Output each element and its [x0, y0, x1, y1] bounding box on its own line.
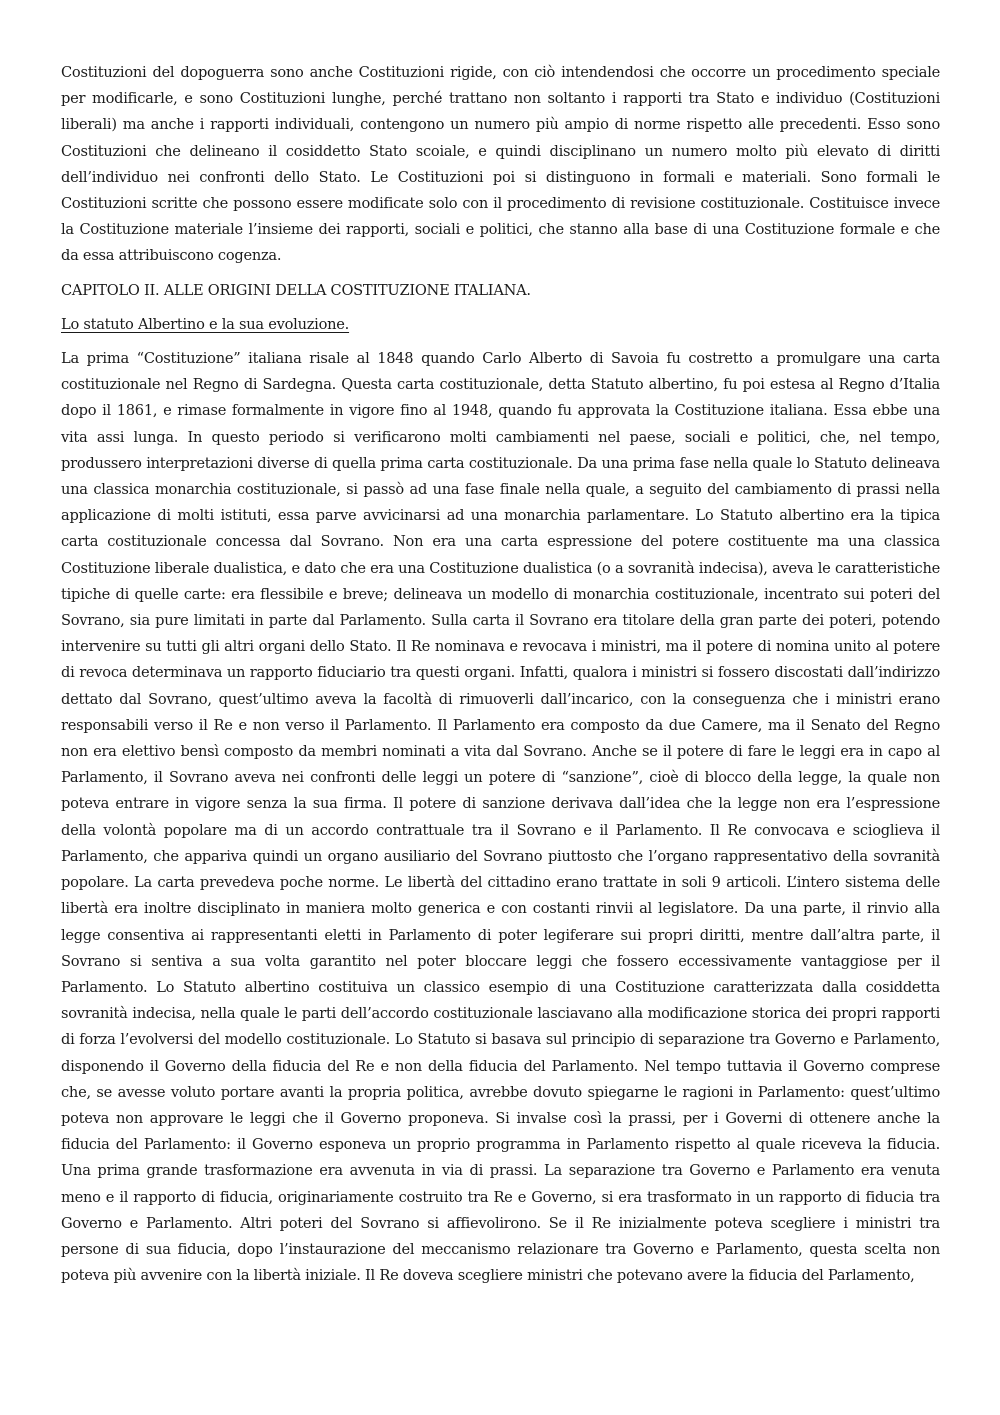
intro-paragraph: Costituzioni del dopoguerra sono anche Costituzioni rigide, con ciò intendendosi che occorre un procedimento speciale per modificarle, e sono Costituzioni lunghe, perché trattano non soltanto i rapporti tra Stato e individuo (Costituzioni liberali) ma anche i rapporti individuali, contengono un numero più ampio di norme rispetto alle precedenti. Esso sono Costituzioni che delineano il cosiddetto Stato scoiale, e quindi disciplinano un numero molto più elevato di diritti dell’individuo nei confronti dello Stato. Le Costituzioni poi si distinguono in formali e materiali. Sono formali le Costituzioni scritte che possono essere modificate solo con il procedimento di revisione costituzionale. Costituisce invece la Costituzione materiale l’insieme dei rapporti, sociali e politici, che stanno alla base di una Costituzione formale e che da essa attribuiscono cogenza.	[61, 64, 940, 265]
chapter-heading: CAPITOLO II. ALLE ORIGINI DELLA COSTITUZIONE ITALIANA.	[61, 281, 531, 299]
document-page	[61, 60, 940, 1289]
body-paragraph: La prima “Costituzione” italiana risale al 1848 quando Carlo Alberto di Savoia fu costretto a promulgare una carta costituzionale nel Regno di Sardegna. Questa carta costituzionale, detta Statuto albertino, fu poi estesa al Regno d’Italia dopo il 1861, e rimase formalmente in vigore fino al 1948, quando fu approvata la Costituzione italiana. Essa ebbe una vita assi lunga. In questo periodo si verificarono molti cambiamenti nel paese, sociali e politici, che, nel tempo, produssero interpretazioni diverse di quella prima carta costituzionale. Da una prima fase nella quale lo Statuto delineava una classica monarchia costituzionale, si passò ad una fase finale nella quale, a seguito del cambiamento di prassi nella applicazione di molti istituti, essa parve avvicinarsi ad una monarchia parlamentare. Lo Statuto albertino era la tipica carta costituzionale concessa dal Sovrano. Non era una carta espressione del potere costituente ma una classica Costituzione liberale dualistica, e dato che era una Costituzione dualistica (o a sovranità indecisa), aveva le caratteristiche tipiche di quelle carte: era flessibile e breve; delineava un modello di monarchia costituzionale, incentrato sui poteri del Sovrano, sia pure limitati in parte dal Parlamento. Sulla carta il Sovrano era titolare della gran parte dei poteri, potendo intervenire su tutti gli altri organi dello Stato. Il Re nominava e revocava i ministri, ma il potere di nomina unito al potere di revoca determinava un rapporto fiduciario tra questi organi. Infatti, qualora i ministri si fossero discostati dall’indirizzo dettato dal Sovrano, quest’ultimo aveva la facoltà di rimuoverli dall’incarico, con la conseguenza che i ministri erano responsabili verso il Re e non verso il Parlamento. Il Parlamento era composto da due Camere, ma il Senato del Regno non era elettivo bensì composto da membri nominati a vita dal Sovrano. Anche se il potere di fare le leggi era in capo al Parlamento, il Sovrano aveva nei confronti delle leggi un potere di “sanzione”, cioè di blocco della legge, la quale non poteva entrare in vigore senza la sua firma. Il potere di sanzione derivava dall’idea che la legge non era l’espressione della volontà popolare ma di un accordo contrattuale tra il Sovrano e il Parlamento. Il Re convocava e scioglieva il Parlamento, che appariva quindi un organo ausiliario del Sovrano piuttosto che l’organo rappresentativo della sovranità popolare. La carta prevedeva poche norme. Le libertà del cittadino erano trattate in soli 9 articoli. L’intero sistema delle libertà era inoltre disciplinato in maniera molto generica e con costanti rinvii al legislatore. Da una parte, il rinvio alla legge consentiva ai rappresentanti eletti in Parlamento di poter legiferare sui propri diritti, mentre dall’altra parte, il Sovrano si sentiva a sua volta garantito nel poter bloccare leggi che fossero eccessivamente vantaggiose per il Parlamento. Lo Statuto albertino costituiva un classico esempio di una Costituzione caratterizzata dalla cosiddetta sovranità indecisa, nella quale le parti dell’accordo costituzionale lasciavano alla modificazione storica dei propri rapporti di forza l’evolversi del modello costituzionale. Lo Statuto si basava sul principio di separazione tra Governo e Parlamento, disponendo il Governo della fiducia del Re e non della fiducia del Parlamento. Nel tempo tuttavia il Governo comprese che, se avesse voluto portare avanti la propria politica, avrebbe dovuto spiegarne le ragioni in Parlamento: quest’ultimo poteva non approvare le leggi che il Governo proponeva. Si invalse così la prassi, per i Governi di ottenere anche la fiducia del Parlamento: il Governo esponeva un proprio programma in Parlamento rispetto al quale riceveva la fiducia. Una prima grande trasformazione era avvenuta in via di prassi. La separazione tra Governo e Parlamento era venuta meno e il rapporto di fiducia, originariamente costruito tra Re e Governo, si era trasformato in un rapporto di fiducia tra Governo e Parlamento. Altri poteri del Sovrano si affievolirono. Se il Re inizialmente poteva scegliere i ministri tra persone di sua fiducia, dopo l’instaurazione del meccanismo relazionare tra Governo e Parlamento, questa scelta non poteva più avvenire con la libertà iniziale. Il Re doveva scegliere ministri che potevano avere la fiducia del Parlamento,	[61, 350, 940, 1285]
section-heading: Lo statuto Albertino e la sua evoluzione.	[61, 315, 350, 333]
